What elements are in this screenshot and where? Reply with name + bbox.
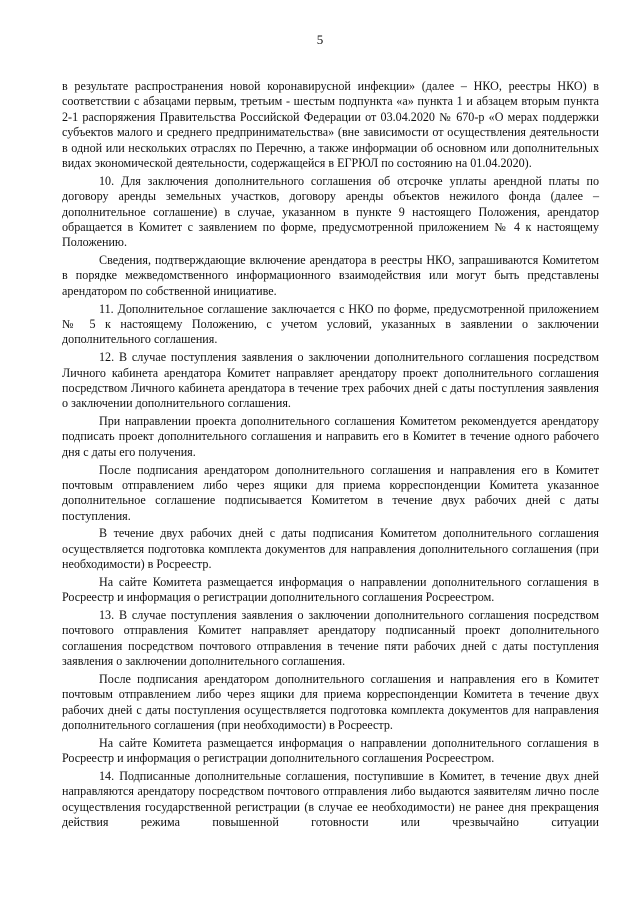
paragraph-continuation: в результате распространения новой коронавирусной инфекции» (далее – НКО, реестры НКО) в соответствии с абзацами первым, третьим - шестым подпункта «а» пункта 1 и абзацем вторым пункта 2-1 распоряжения Правительства Российской Федерации от 03.04.2020 № 670-р «О мерах поддержки субъектов малого и среднего предпринимательства» (вне зависимости от осуществления деятельности в одной или нескольких отраслях по Перечню, а также информации об основном или дополнительных видах экономической деятельности, содержащейся в ЕГРЮЛ по состоянию на 01.04.2020).: [62, 79, 599, 171]
paragraph-item-13: 13. В случае поступления заявления о заключении дополнительного соглашения посредством почтового отправления Комитет направляет арендатору подписанный проект дополнительного соглашения посредством почтового отправления в течение пяти рабочих дней с даты поступления заявления о заключении дополнительного соглашения.: [62, 608, 599, 669]
paragraph-website-info-2: На сайте Комитета размещается информация о направлении дополнительного соглашения в Росреестр и информация о регистрации дополнительного соглашения Росреестром.: [62, 735, 599, 766]
paragraph-committee-signing: После подписания арендатором дополнительного соглашения и направления его в Комитет почтовым отправлением либо через ящики для приема корреспонденции Комитета указанное дополнительное соглашение подписывается Комитетом в течение двух рабочих дней с даты поступления.: [62, 462, 599, 523]
paragraph-postal-signing: После подписания арендатором дополнительного соглашения и направления его в Комитет почтовым отправлением либо через ящики для приема корреспонденции Комитета в течение двух рабочих дней с даты поступления осуществляется подготовка комплекта документов для направления дополнительного соглашения (при необходимости) в Росреестр.: [62, 672, 599, 733]
paragraph-item-11: 11. Дополнительное соглашение заключается с НКО по форме, предусмотренной приложением № 5 к настоящему Положению, с учетом условий, указанных в заявлении о заключении дополнительного соглашения.: [62, 301, 599, 347]
body-text: [62, 79, 599, 831]
paragraph-item-12: 12. В случае поступления заявления о заключении дополнительного соглашения посредством Личного кабинета арендатора Комитет направляет арендатору проект дополнительного соглашения посредством Личного кабинета арендатора в течение трех рабочих дней с даты поступления заявления о заключении дополнительного соглашения.: [62, 350, 599, 411]
paragraph-item-10: 10. Для заключения дополнительного соглашения об отсрочке уплаты арендной платы по договору аренды земельных участков, договору аренды объектов нежилого фонда (далее – дополнительное соглашение) в случае, указанном в пункте 9 настоящего Положения, арендатор обращается в Комитет с заявлением по форме, предусмотренной приложением № 4 к настоящему Положению.: [62, 173, 599, 250]
page-number: 5: [316, 32, 324, 47]
paragraph-rosreestr-preparation: В течение двух рабочих дней с даты подписания Комитетом дополнительного соглашения осуществляется подготовка комплекта документов для направления дополнительного соглашения (при необходимости) в Росреестр.: [62, 526, 599, 572]
paragraph-item-14: 14. Подписанные дополнительные соглашения, поступившие в Комитет, в течение двух дней направляются арендатору посредством почтового отправления либо выдаются заявителям лично после осуществления государственной регистрации (в случае ее необходимости) не ранее дня прекращения действия режима повышенной готовности или чрезвычайно ситуации: [62, 769, 599, 830]
paragraph-signing-recommendation: При направлении проекта дополнительного соглашения Комитетом рекомендуется арендатору подписать проект дополнительного соглашения и направить его в Комитет в течение одного рабочего дня с даты его получения.: [62, 414, 599, 459]
paragraph-website-info: На сайте Комитета размещается информация о направлении дополнительного соглашения в Росреестр и информация о регистрации дополнительного соглашения Росреестром.: [62, 574, 599, 605]
paragraph-nko-registry-info: Сведения, подтверждающие включение арендатора в реестры НКО, запрашиваются Комитетом в порядке межведомственного информационного взаимодействия или могут быть представлены арендатором по собственной инициативе.: [62, 253, 599, 298]
